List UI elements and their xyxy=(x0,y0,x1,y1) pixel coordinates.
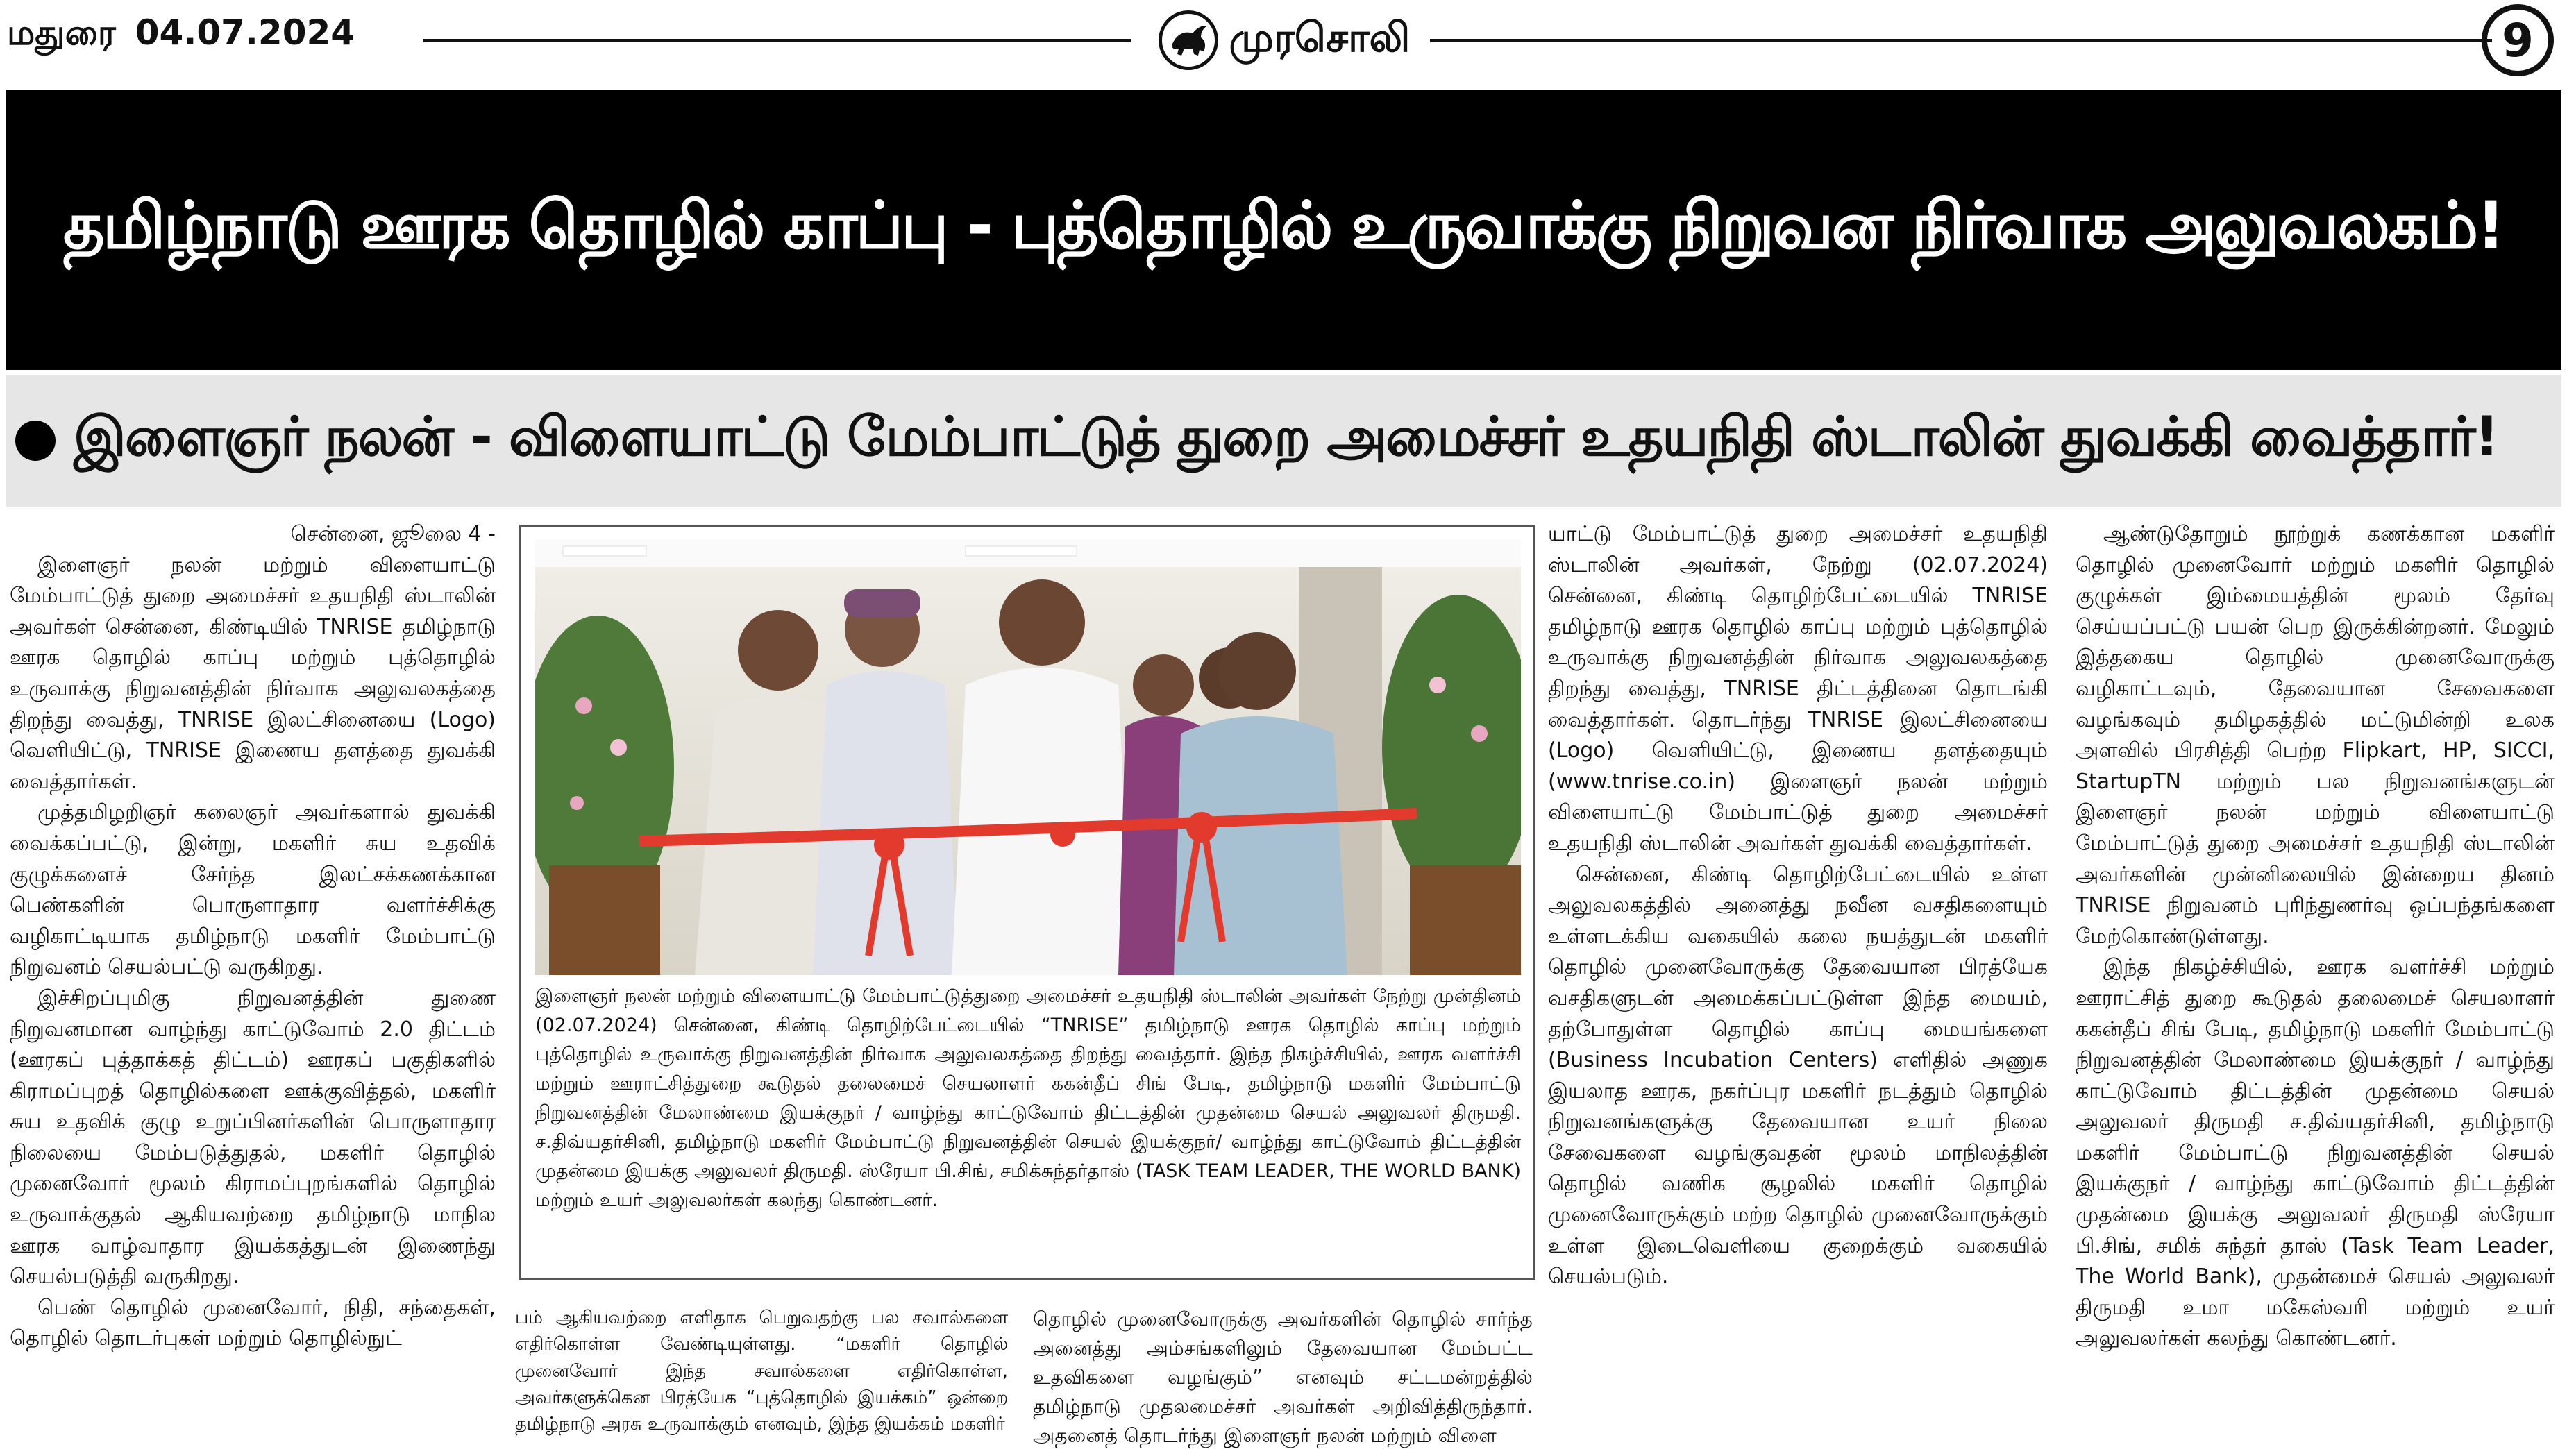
subheadline: இளைஞர் நலன் - விளையாட்டு மேம்பாட்டுத் துறை அமைச்சர் உதயநிதி ஸ்டாலின் துவக்கி வைத்தார்! xyxy=(74,406,2498,468)
masthead xyxy=(0,0,2567,83)
event-photo xyxy=(535,539,1521,975)
edition-dateline xyxy=(7,12,355,58)
headline-banner xyxy=(6,90,2561,370)
paper-brand xyxy=(1145,4,1423,76)
article-column-5 xyxy=(2076,519,2555,1355)
bull-emblem-icon xyxy=(1159,10,1218,70)
paper-name: முரசொலி xyxy=(1229,14,1411,61)
article-paragraph: இளைஞர் நலன் மற்றும் விளையாட்டு மேம்பாட்டுத் துறை அமைச்சர் உதயநிதி ஸ்டாலின் அவர்கள் சென்னை, கிண்டியில் TNRISE தமிழ்நாடு ஊரக தொழில் காப்பு மற்றும் புத்தொழில் உருவாக்கு நிறுவனத்தின் நிர்வாக அலுவலகத்தை திறந்து வைத்து, TNRISE இலட்சினையை (Logo) வெளியிட்டு, TNRISE இணைய தளத்தை துவக்கி வைத்தார்கள். xyxy=(10,552,496,794)
article-paragraph: சென்னை, கிண்டி தொழிற்பேட்டையில் உள்ள அலுவலகத்தில் அனைத்து நவீன வசதிகளையும் உள்ளடக்கிய வகையில் கலை நயத்துடன் மகளிர் தொழில் முனைவோருக்கு தேவையான பிரத்யேக வசதிகளுடன் அமைக்கப்பட்டுள்ள இந்த மையம், தற்போதுள்ள தொழில் காப்பு மையங்களை (Business Incubation Centers) எளிதில் அணுக இயலாத ஊரக, நகர்ப்புர மகளிர் நடத்தும் தொழில் நிறுவனங்களுக்கு தேவையான உயர் நிலை சேவைகளை வழங்குவதன் மூலம் மாநிலத்தின் தொழில் வணிக சூழலில் மகளிர் தொழில் முனைவோருக்கும் மற்ற தொழில் முனைவோருக்கும் உள்ள இடைவெளியை குறைக்கும் வகையில் செயல்படும். xyxy=(1548,862,2048,1289)
bullet-icon xyxy=(15,421,56,461)
issue-date: 04.07.2024 xyxy=(135,12,355,53)
article-dateline: சென்னை, ஜூலை 4 - xyxy=(290,522,496,546)
article-column-3 xyxy=(1033,1305,1533,1450)
photo-box xyxy=(519,525,1535,1280)
article-paragraph: பெண் தொழில் முனைவோர், நிதி, சந்தைகள், தொழில் தொடர்புகள் மற்றும் தொழில்நுட் xyxy=(10,1295,496,1351)
article-paragraph: பம் ஆகியவற்றை எளிதாக பெறுவதற்கு பல சவால்களை எதிர்கொள்ள வேண்டியுள்ளது. “மகளிர் தொழில் முனைவோர் இந்த சவால்களை எதிர்கொள்ள, அவர்களுக்கென பிரத்யேக “புத்தொழில் இயக்கம்” ஒன்றை தமிழ்நாடு அரசு உருவாக்கும் எனவும், இந்த இயக்கம் மகளிர் xyxy=(515,1307,1008,1435)
article-paragraph: தொழில் முனைவோருக்கு அவர்களின் தொழில் சார்ந்த அனைத்து அம்சங்களிலும் தேவையான மேம்பட்ட உதவிகளை வழங்கும்” எனவும் சட்டமன்றத்தில் தமிழ்நாடு முதலமைச்சர் அவர்கள் அறிவித்திருந்தார். அதனைத் தொடர்ந்து இளைஞர் நலன் மற்றும் விளை xyxy=(1033,1307,1533,1447)
photo-caption-text: இளைஞர் நலன் மற்றும் விளையாட்டு மேம்பாட்டுத்துறை அமைச்சர் உதயநிதி ஸ்டாலின் அவர்கள் நேற்று முன்தினம் (02.07.2024) சென்னை, கிண்டி தொழிற்பேட்டையில் “TNRISE” தமிழ்நாடு ஊரக தொழில் காப்பு மற்றும் புத்தொழில் உருவாக்கு நிறுவனத்தின் நிர்வாக அலுவலகத்தை திறந்து வைத்தார். இந்த நிகழ்ச்சியில், ஊரக வளர்ச்சி மற்றும் ஊராட்சித்துறை கூடுதல் தலைமைச் செயலாளர் ககன்தீப் சிங் பேடி, தமிழ்நாடு மகளிர் மேம்பாட்டு நிறுவனத்தின் மேலாண்மை இயக்குநர் / வாழ்ந்து காட்டுவோம் திட்டத்தின் முதன்மை செயல் அலுவலர் திருமதி. ச.திவ்யதர்சினி, தமிழ்நாடு மகளிர் மேம்பாட்டு நிறுவனத்தின் செயல் இயக்குநர்/ வாழ்ந்து காட்டுவோம் திட்டத்தின் முதன்மை இயக்கு அலுவலர் திருமதி. ஸ்ரேயா பி.சிங், சமிக்சுந்தர்தாஸ் (TASK TEAM LEADER, THE WORLD BANK) மற்றும் உயர் அலுவலர்கள் கலந்து கொண்டனர். xyxy=(535,985,1521,1211)
article-paragraph: இந்த நிகழ்ச்சியில், ஊரக வளர்ச்சி மற்றும் ஊராட்சித் துறை கூடுதல் தலைமைச் செயலாளர் ககன்தீப் சிங் பேடி, தமிழ்நாடு மகளிர் மேம்பாட்டு நிறுவனத்தின் மேலாண்மை இயக்குநர் / வாழ்ந்து காட்டுவோம் திட்டத்தின் முதன்மை செயல் அலுவலர் திருமதி ச.திவ்யதர்சினி, தமிழ்நாடு மகளிர் மேம்பாட்டு நிறுவனத்தின் செயல் இயக்குநர் / வாழ்ந்து காட்டுவோம் திட்டத்தின் முதன்மை இயக்கு அலுவலர் திருமதி ஸ்ரேயா பி.சிங், சமிக் சுந்தர் தாஸ் (Task Team Leader, The World Bank), முதன்மைச் செயல் அலுவலர் திருமதி உமா மகேஸ்வரி மற்றும் உயர் அலுவலர்கள் கலந்து கொண்டனர். xyxy=(2076,955,2555,1351)
article-paragraph: முத்தமிழறிஞர் கலைஞர் அவர்களால் துவக்கி வைக்கப்பட்டு, இன்று, மகளிர் சுய உதவிக் குழுக்களைச் சேர்ந்த இலட்சக்கணக்கான பெண்களின் பொருளாதார வளர்ச்சிக்கு வழிகாட்டியாக தமிழ்நாடு மகளிர் மேம்பாட்டு நிறுவனம் செயல்பட்டு வருகிறது. xyxy=(10,800,496,980)
article-column-2 xyxy=(515,1305,1008,1437)
article-column-4 xyxy=(1548,519,2048,1293)
subheadline-bar xyxy=(6,375,2561,507)
masthead-rule-left xyxy=(423,39,1131,42)
article-paragraph: ஆண்டுதோறும் நூற்றுக் கணக்கான மகளிர் தொழில் முனைவோர் மற்றும் மகளிர் தொழில் குழுக்கள் இம்மையத்தின் மூலம் தேர்வு செய்யப்பட்டு பயன் பெற இருக்கின்றனர். மேலும் இத்தகைய தொழில் முனைவோருக்கு வழிகாட்டவும், தேவையான சேவைகளை வழங்கவும் தமிழகத்தில் மட்டுமின்றி உலக அளவில் பிரசித்தி பெற்ற Flipkart, HP, SICCI, StartupTN மற்றும் பல நிறுவனங்களுடன் இளைஞர் நலன் மற்றும் விளையாட்டு மேம்பாட்டுத் துறை அமைச்சர் உதயநிதி ஸ்டாலின் அவர்களின் முன்னிலையில் இன்றைய தினம் TNRISE நிறுவனம் புரிந்துணர்வு ஒப்பந்தங்களை மேற்கொண்டுள்ளது. xyxy=(2076,522,2555,949)
article-column-1 xyxy=(10,519,496,1355)
article-paragraph: யாட்டு மேம்பாட்டுத் துறை அமைச்சர் உதயநிதி ஸ்டாலின் அவர்கள், நேற்று (02.07.2024) சென்னை, கிண்டி தொழிற்பேட்டையில் TNRISE தமிழ்நாடு ஊரக தொழில் காப்பு மற்றும் புத்தொழில் உருவாக்கு நிறுவனத்தின் நிர்வாக அலுவலகத்தை திறந்து வைத்து, TNRISE திட்டத்தினை தொடங்கி வைத்தார்கள். தொடர்ந்து TNRISE இலட்சினையை (Logo) வெளியிட்டு, இணைய தளத்தையும் (www.tnrise.co.in) இளைஞர் நலன் மற்றும் விளையாட்டு மேம்பாட்டுத் துறை அமைச்சர் உதயநிதி ஸ்டாலின் அவர்கள் துவக்கி வைத்தார்கள். xyxy=(1548,522,2048,856)
article-paragraph: இச்சிறப்புமிகு நிறுவனத்தின் துணை நிறுவனமான வாழ்ந்து காட்டுவோம் 2.0 திட்டம் (ஊரகப் புத்தாக்கத் திட்டம்) ஊரகப் பகுதிகளில் கிராமப்புறத் தொழில்களை ஊக்குவித்தல், மகளிர் சுய உதவிக் குழு உறுப்பினர்களின் பொருளாதார நிலையை மேம்படுத்துதல், மகளிர் தொழில் முனைவோர் மூலம் கிராமப்புறங்களில் தொழில் உருவாக்குதல் ஆகியவற்றை தமிழ்நாடு மாநில ஊரக வாழ்வாதார இயக்கத்துடன் இணைந்து செயல்படுத்தி வருகிறது. xyxy=(10,985,496,1289)
masthead-rule-right xyxy=(1430,39,2492,42)
headline: தமிழ்நாடு ஊரக தொழில் காப்பு - புத்தொழில் உருவாக்கு நிறுவன நிர்வாக அலுவலகம்! xyxy=(63,188,2504,264)
page-number: 9 xyxy=(2482,4,2554,76)
edition-name: மதுரை xyxy=(7,12,116,53)
photo-caption xyxy=(535,982,1521,1215)
